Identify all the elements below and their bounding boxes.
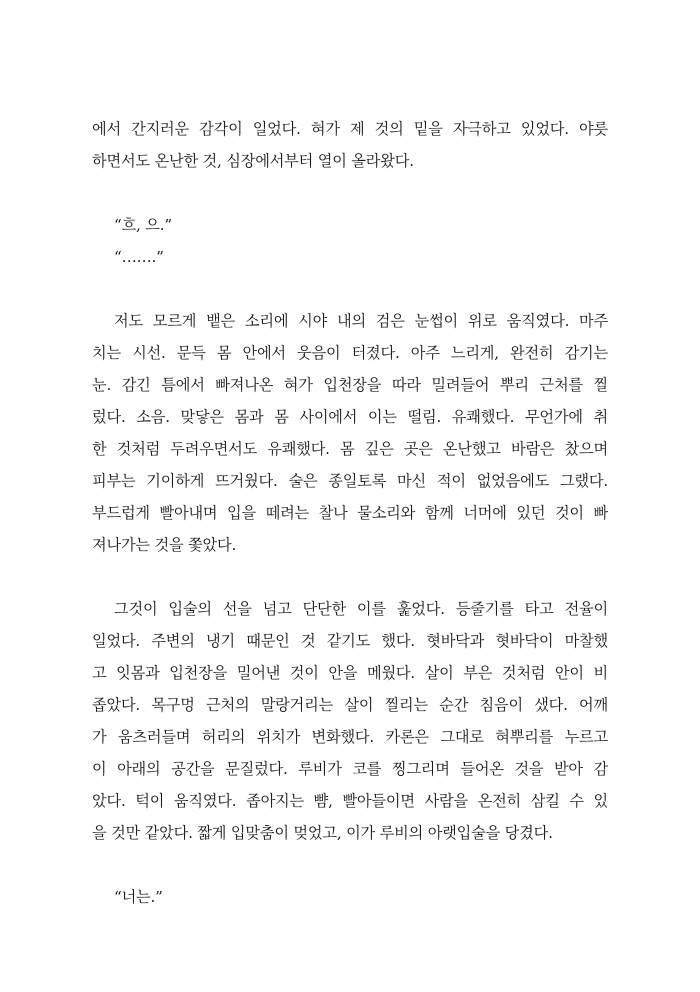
text-line: 그것이 입술의 선을 넘고 단단한 이를 훑었다. 등줄기를 타고 전율이: [114, 600, 608, 618]
text-line: 을 것만 같았다. 짧게 입맞춤이 멎었고, 이가 루비의 아랫입술을 당겼다.: [92, 824, 553, 842]
paragraph-gap: [92, 849, 608, 881]
text-line: 이 아래의 공간을 문질렀다. 루비가 코를 찡그리며 들어온 것을 받아 감: [92, 760, 608, 778]
text-line: 렀다. 소음. 맞닿은 몸과 몸 사이에서 이는 떨림. 유쾌했다. 무언가에 취: [92, 408, 608, 426]
text-line: 하면서도 온난한 것, 심장에서부터 열이 올라왔다.: [92, 152, 414, 170]
text-line: 일었다. 주변의 냉기 때문인 것 같기도 했다. 혓바닥과 혓바닥이 마찰했: [92, 632, 608, 650]
text-line: 저도 모르게 뱉은 소리에 시야 내의 검은 눈썹이 위로 움직였다. 마주: [114, 312, 608, 330]
dialogue-line: “흐, 으.”: [114, 216, 172, 234]
dialogue-line: “너는.”: [114, 888, 163, 906]
text-line: 좁았다. 목구멍 근처의 말랑거리는 살이 찔리는 순간 침음이 샜다. 어깨: [92, 696, 608, 714]
text-line: 져나가는 것을 쫓았다.: [92, 536, 237, 554]
paragraph-gap: [92, 177, 608, 209]
text-line: 눈. 감긴 틈에서 빠져나온 혀가 입천장을 따라 밀려들어 뿌리 근처를 찔: [92, 376, 608, 394]
text-line: 한 것처럼 두려우면서도 유쾌했다. 몸 깊은 곳은 온난했고 바람은 찼으며: [92, 440, 608, 458]
text-line: 에서 간지러운 감각이 일었다. 혀가 제 것의 밑을 자극하고 있었다. 야릇: [92, 120, 608, 138]
paragraph-gap: [92, 561, 608, 593]
text-line: 부드럽게 빨아내며 입을 떼려는 찰나 물소리와 함께 너머에 있던 것이 빠: [92, 504, 608, 522]
text-line: 고 잇몸과 입천장을 밀어낸 것이 안을 메웠다. 살이 부은 것처럼 안이 비: [92, 664, 608, 682]
paragraph-gap: [92, 273, 608, 305]
text-line: 피부는 기이하게 뜨거웠다. 술은 종일토록 마신 적이 없었음에도 그랬다.: [92, 472, 608, 490]
dialogue-line: “…….”: [114, 248, 164, 266]
text-line: 가 움츠러들며 허리의 위치가 변화했다. 카론은 그대로 혀뿌리를 누르고: [92, 728, 608, 746]
text-line: 치는 시선. 문득 몸 안에서 웃음이 터졌다. 아주 느리게, 완전히 감기는: [92, 344, 608, 362]
text-line: 았다. 턱이 움직였다. 좁아지는 뺨, 빨아들이면 사람을 온전히 삼킬 수 있: [92, 792, 608, 810]
